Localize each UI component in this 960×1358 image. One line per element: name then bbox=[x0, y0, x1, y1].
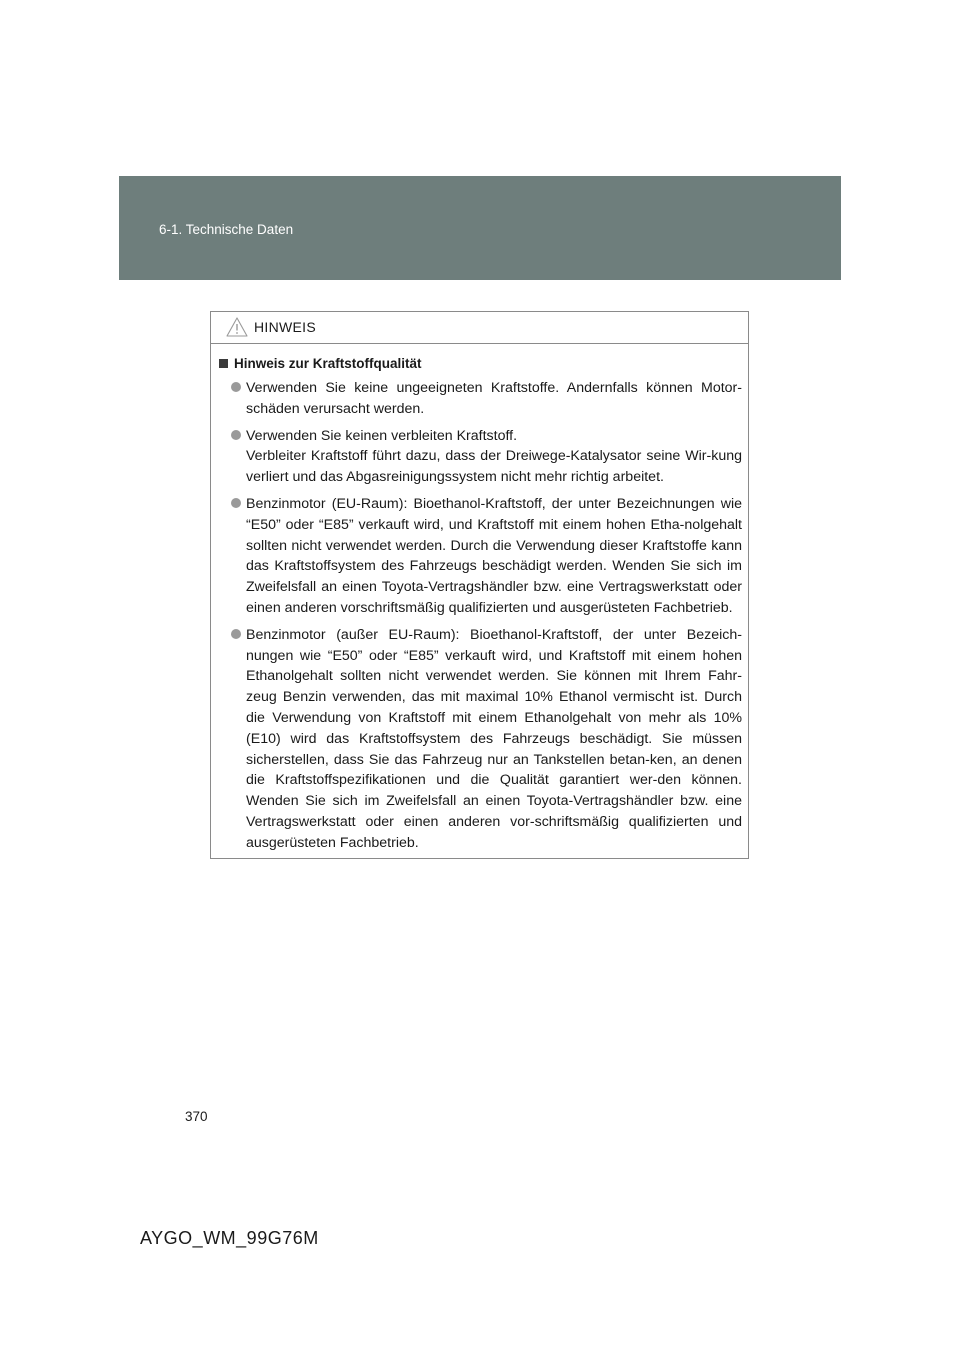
section-heading bbox=[218, 354, 742, 373]
bullet-dot-icon bbox=[231, 498, 241, 508]
document-code: AYGO_WM_99G76M bbox=[140, 1228, 319, 1248]
section-heading-text: Hinweis zur Kraftstoffqualität bbox=[234, 356, 422, 371]
section-header-bar bbox=[119, 176, 841, 280]
list-item bbox=[218, 625, 742, 854]
item-text: Benzinmotor (EU-Raum): Bioethanol-Kraftstoff, der unter Bezeichnungen wie “E50” oder “E85” verkauft wird, und Kraftstoff mit einem hohen Etha-nolgehalt sollten nicht verwendet werden. Durch die Verwendung dieser Kraftstoffe kann das Kraftstoffsystem des Fahrzeugs beschädigt werden. Wenden Sie sich im Zweifelsfall an einen Toyota-Vertragshändler bzw. eine Vertragswerkstatt oder einen anderen vorschriftsmäßig qualifizierten und ausgerüsteten Fachbetrieb. bbox=[246, 495, 742, 616]
bullet-dot-icon bbox=[231, 430, 241, 440]
list-item bbox=[218, 378, 742, 420]
item-text: Verbleiter Kraftstoff führt dazu, dass der Dreiwege-Katalysator seine Wir-kung verliert und das Abgasreinigungssystem nicht mehr richtig arbeitet. bbox=[246, 448, 742, 486]
bullet-dot-icon bbox=[231, 629, 241, 639]
list-item bbox=[218, 426, 742, 488]
item-text: Verwenden Sie keinen verbleiten Kraftstoff. bbox=[246, 427, 518, 444]
warning-triangle-icon bbox=[226, 317, 248, 337]
notice-body bbox=[211, 344, 748, 854]
notice-items bbox=[218, 378, 742, 854]
notice-box bbox=[210, 311, 749, 859]
bullet-dot-icon bbox=[231, 382, 241, 392]
page-number: 370 bbox=[185, 1109, 208, 1124]
list-item bbox=[218, 494, 742, 619]
section-label: 6-1. Technische Daten bbox=[159, 222, 294, 237]
notice-header bbox=[211, 312, 748, 344]
item-text: Verwenden Sie keine ungeeigneten Kraftstoffe. Andernfalls können Motor-schäden verursacht werden. bbox=[246, 380, 742, 417]
square-bullet-icon bbox=[219, 359, 228, 368]
notice-title: HINWEIS bbox=[254, 319, 316, 335]
item-text: Benzinmotor (außer EU-Raum): Bioethanol-Kraftstoff, der unter Bezeich-nungen wie “E50” oder “E85” verkauft wird, und Kraftstoff mit einem hohen Ethanolgehalt sollten nicht verwendet werden. Sie können mit Ihrem Fahr-zeug Benzin verwenden, das mit maximal 10% Ethanol vermischt ist. Durch die Verwendung von Kraftstoff mit einem Ethanolgehalt von mehr als 10% (E10) wird das Kraftstoffsystem des Fahrzeugs beschädigt. Sie müssen sicherstellen, dass Sie das Fahrzeug nur an Tankstellen betan-ken, an denen die Kraftstoffspezifikationen und die Qualität garantiert wer-den können. Wenden Sie sich im Zweifelsfall an einen Toyota-Vertragshändler bzw. eine Vertragswerkstatt oder einen anderen vor-schriftsmäßig qualifizierten und ausgerüsteten Fachbetrieb. bbox=[246, 626, 742, 851]
